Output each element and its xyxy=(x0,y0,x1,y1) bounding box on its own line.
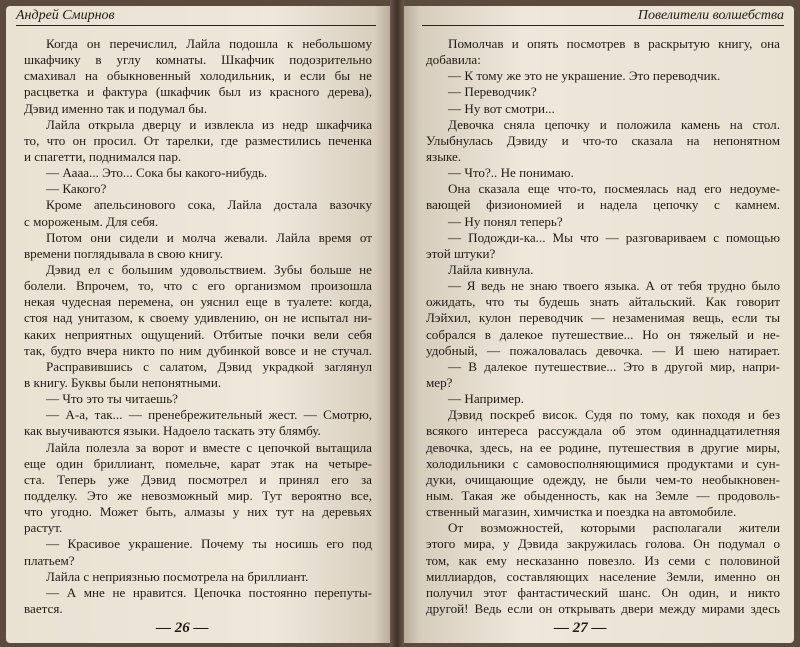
text-line: ста. Теперь уже Дэвид посмотрел и принял его за xyxy=(24,471,372,487)
text-line: — Подожди-ка... Мы что — разговариваем с помощью xyxy=(448,229,780,245)
left-page xyxy=(6,6,390,643)
book-gutter xyxy=(390,0,404,647)
text-line: в книгу. Буквы были непонятными. xyxy=(24,374,222,390)
text-line: подделку. Это же невозможный мир. Тут вероятно все, xyxy=(24,487,372,503)
text-line: шкафчику в углу комнаты. Шкафчик подозрительно xyxy=(24,52,372,68)
text-line: — Например. xyxy=(448,391,524,407)
text-line: миллиардов, составляющих население Земли, именно он xyxy=(426,568,780,584)
text-line: всякого интереса рассуждала об этом одиннадцатилетняя xyxy=(426,423,780,439)
left-page-text xyxy=(24,36,372,617)
text-line: так, будто вчера никто по ним дубинкой вовсе и не стучал. xyxy=(24,342,372,358)
text-line: Дэвид ел с большим удовольствием. Зубы больше не xyxy=(46,261,372,277)
text-line: — А мне не нравится. Цепочка постоянно перепуты- xyxy=(46,584,372,600)
text-line: еще один бриллиант, помельче, карат этак на четыре- xyxy=(24,455,372,471)
text-line: получил этот фантастический шанс. Он один, и никто xyxy=(426,584,780,600)
text-line: вается. xyxy=(24,600,63,616)
text-line: Лайла открыла дверцу и извлекла из недр шкафчика xyxy=(46,116,372,132)
text-line: мер? xyxy=(426,374,453,390)
text-line: этого мира, у Дэвида закружилась голова. Он подумал о xyxy=(426,536,780,552)
text-line: — Ну понял теперь? xyxy=(448,213,563,229)
text-line: Девочка сняла цепочку и положила камень на стол. xyxy=(448,116,780,132)
text-line: — К тому же это не украшение. Это переводчик. xyxy=(448,68,721,84)
text-line: добавила: xyxy=(426,52,481,68)
text-line: — Красивое украшение. Почему ты носишь его под xyxy=(46,536,372,552)
text-line: От возможностей, которыми располагали жители xyxy=(448,520,780,536)
text-line: Она сказала еще что-то, посмеялась над его недоуме- xyxy=(448,181,780,197)
running-head-title: Повелители волшебства xyxy=(422,8,784,26)
text-line: растут. xyxy=(24,520,63,536)
text-line: этой штуки? xyxy=(426,245,496,261)
text-line: Лайла полезла за ворот и вместе с цепочкой вытащила xyxy=(46,439,372,455)
text-line: Помолчав и опять посмотрев в раскрытую книгу, она xyxy=(448,36,780,51)
text-line: — Что?.. Не понимаю. xyxy=(448,165,574,181)
text-line: некая чудесная перемена, он уяснил еще в туалете: когда, xyxy=(24,294,372,310)
text-line: болели. Впрочем, то, что с его организмом произошла xyxy=(24,278,372,294)
text-line: — Переводчик? xyxy=(448,84,537,100)
text-line: ственный магазин, химчистка и поездка на автомобиле. xyxy=(426,504,737,520)
text-line: вающей физиономией и надела цепочку с камнем. xyxy=(426,197,780,213)
text-line: языке. xyxy=(426,148,462,164)
text-line: холодильники с самовосполняющимися продуктами и сун- xyxy=(426,455,780,471)
text-line: что угодно. Может быть, алмазы у них тут на деревьях xyxy=(24,504,372,520)
right-page xyxy=(404,6,794,643)
text-line: стоя над унитазом, к своему удивлению, он не испытал ни- xyxy=(24,310,372,326)
text-line: расцветка и фактура (шкафчик был из красного дерева), xyxy=(24,84,372,100)
text-line: Кроме апельсинового сока, Лайла достала вазочку xyxy=(46,197,372,213)
text-line: Когда он перечислил, Лайла подошла к небольшому xyxy=(46,36,372,51)
page-number-left: — 26 — xyxy=(156,620,209,636)
text-line: платьем? xyxy=(24,552,75,568)
text-line: — В далекое путешествие... Это в другой мир, напри- xyxy=(448,358,780,374)
text-line: каких неприятных ощущений. Отбитые почки вели себя xyxy=(24,326,372,342)
text-line: ожидать, что ты будешь знать айтальский. Как говорит xyxy=(426,294,780,310)
text-line: Дэвид поскреб висок. Судя по тому, как походя и без xyxy=(448,407,780,423)
text-line: смахивал на обыкновенный холодильник, и если бы не xyxy=(24,68,372,84)
right-page-text xyxy=(426,36,780,617)
text-line: девочка, здесь, на ее родине, путешествия в другие миры, xyxy=(426,439,780,455)
text-line: Потом они сидели и молча жевали. Лайла время от xyxy=(46,229,372,245)
text-line: — Ну вот смотри... xyxy=(448,100,555,116)
text-line: другой! Ведь если он открывать двери между мирами здесь xyxy=(426,600,780,616)
text-line: Улыбнулась Дэвиду и что-то сказала на непонятном xyxy=(426,132,780,148)
text-line: и спагетти, поднимался пар. xyxy=(24,148,182,164)
running-head-author: Андрей Смирнов xyxy=(16,8,376,26)
text-line: — А-а, так... — пренебрежительный жест. — Смотрю, xyxy=(46,407,372,423)
text-line: ным. Такая же обыденность, как на Земле — продоволь- xyxy=(426,487,780,503)
text-line: Расправившись с салатом, Дэвид украдкой заглянул xyxy=(46,358,372,374)
text-line: с мороженым. Для себя. xyxy=(24,213,159,229)
page-number-right: — 27 — xyxy=(554,620,607,636)
text-line: — Я ведь не знаю твоего языка. А от тебя трудно было xyxy=(448,278,780,294)
text-line: времени поглядывала в свою книгу. xyxy=(24,245,223,261)
text-line: — Что это ты читаешь? xyxy=(46,391,178,407)
text-line: то, что он просил. От тарелки, где разместились печенка xyxy=(24,132,372,148)
text-line: — Аааа... Это... Сока бы какого-нибудь. xyxy=(46,165,268,181)
text-line: дуки, очищающие одежду, не были чем-то необыкновен- xyxy=(426,471,780,487)
text-line: Лайла с неприязнью посмотрела на бриллиант. xyxy=(46,568,309,584)
text-line: — Какого? xyxy=(46,181,107,197)
text-line: удобный, — пожаловалась девочка. — И шею натирает. xyxy=(426,342,780,358)
text-line: Лайла кивнула. xyxy=(448,261,534,277)
text-line: собрался в далекое путешествие... Но он тяжелый и не- xyxy=(426,326,780,342)
text-line: том, как ему несказанно повезло. Из семи с половиной xyxy=(426,552,780,568)
text-line: Дэвид именно так и подумал бы. xyxy=(24,100,208,116)
text-line: как выучиваются языки. Надоело таскать эту блямбу. xyxy=(24,423,321,439)
text-line: Лэйхил, кулон переводчик — незаменимая вещь, если ты xyxy=(426,310,780,326)
